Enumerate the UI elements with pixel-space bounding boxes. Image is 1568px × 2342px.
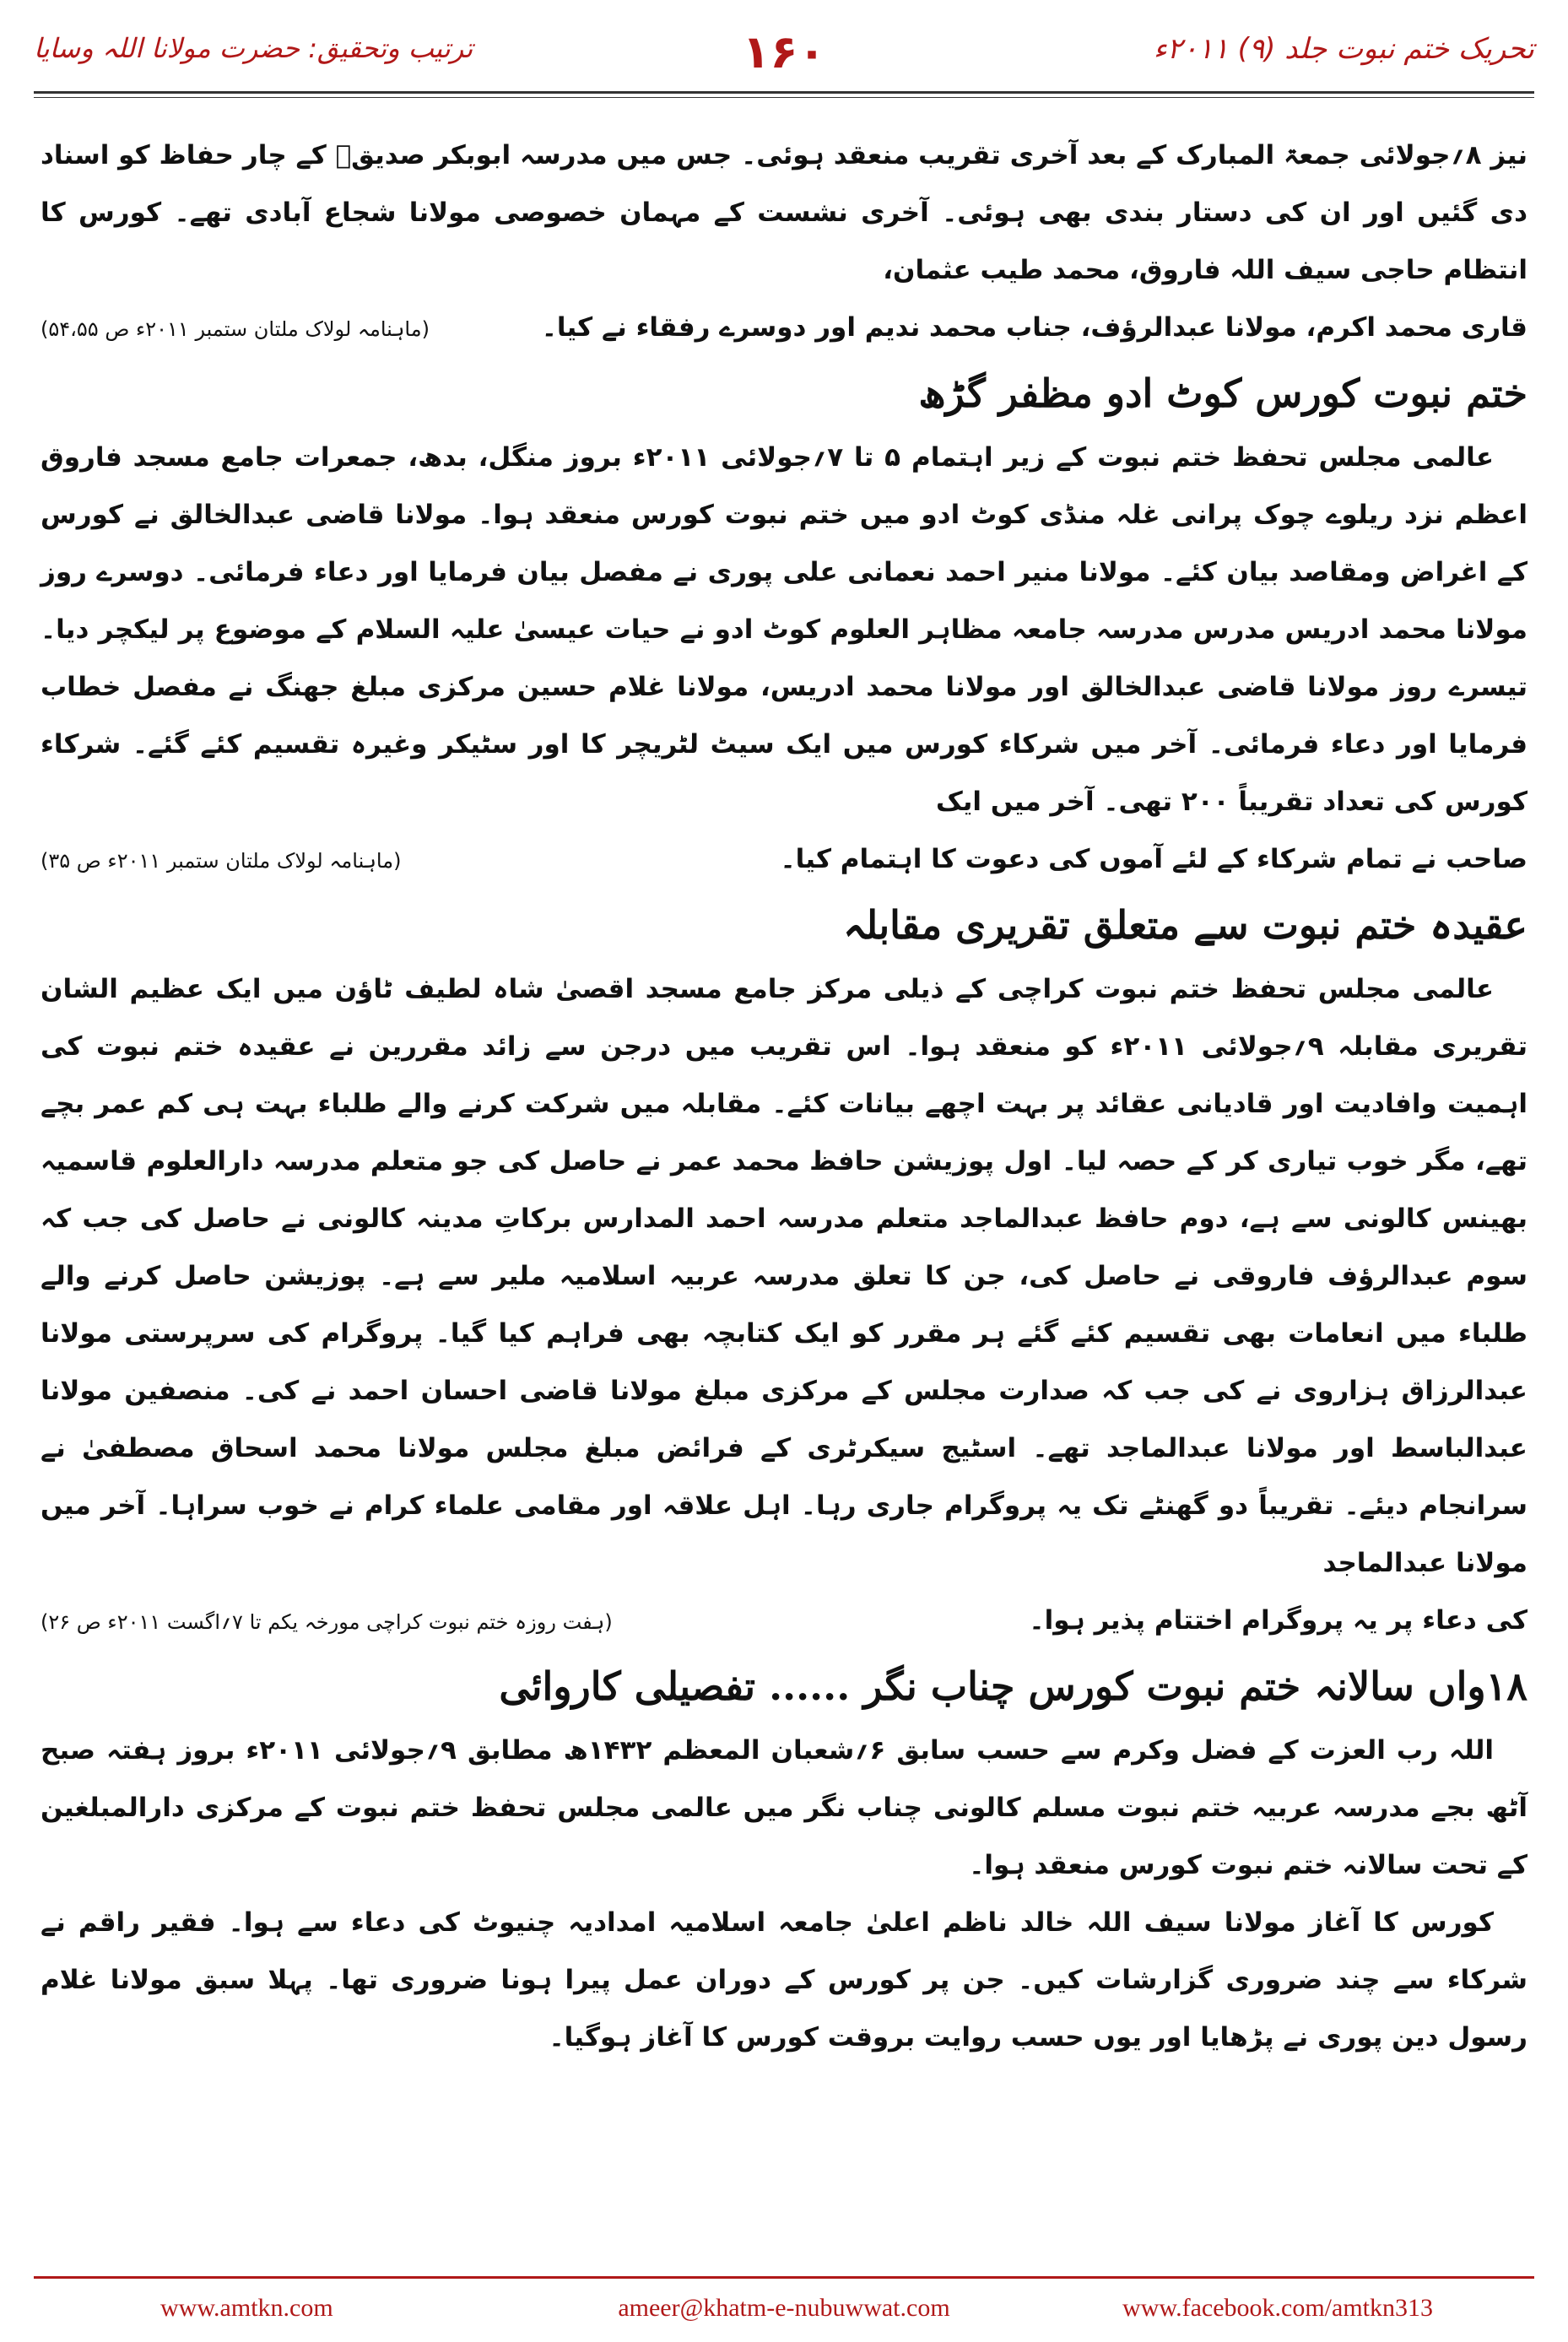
page-header bbox=[34, 25, 1534, 84]
speech-last-text: کی دعاء پر یہ پروگرام اختتام پذیر ہوا۔ bbox=[1029, 1605, 1527, 1636]
book-title: تحریک ختم نبوت جلد (۹) ۲۰۱۱ء bbox=[1153, 32, 1534, 66]
speech-last-line bbox=[41, 1592, 1527, 1651]
compiler-credit: ترتیب وتحقیق: حضرت مولانا اللہ وسایا bbox=[34, 32, 473, 64]
email-link[interactable]: ameer@khatm-e-nubuwwat.com bbox=[618, 2294, 950, 2322]
website-link[interactable]: www.amtkn.com bbox=[160, 2294, 333, 2322]
kot-addu-paragraph: عالمی مجلس تحفظ ختم نبوت کے زیر اہتمام ۵ تا ۷؍جولائی ۲۰۱۱ء بروز منگل، بدھ، جمعرات جامع مسجد فاروق اعظم نزد ریلوے چوک پرانی غلہ منڈی کوٹ ادو میں ختم نبوت کورس منعقد ہوا۔ مولانا قاضی عبدالخالق نے کورس کے اغراض ومقاصد بیان کئے۔ مولانا منیر احمد نعمانی علی پوری نے مفصل بیان فرمایا اور دعاء فرمائی۔ دوسرے روز مولانا محمد ادریس مدرس مدرسہ جامعہ مظاہر العلوم کوٹ ادو نے حیات عیسیٰ علیہ السلام کے موضوع پر لیکچر دیا۔ تیسرے روز مولانا قاضی عبدالخالق اور مولانا محمد ادریس، مولانا غلام حسین مرکزی مبلغ جھنگ نے مفصل خطاب فرمایا اور دعاء فرمائی۔ آخر میں شرکاء کورس میں ایک سیٹ لٹریچر کا اور سٹیکر وغیرہ تقسیم کئے گئے۔ شرکاء کورس کی تعداد تقریباً ۲۰۰ تھی۔ آخر میں ایک bbox=[41, 442, 1527, 817]
chenab-nagar-paragraph-1: اللہ رب العزت کے فضل وکرم سے حسب سابق ۶؍شعبان المعظم ۱۴۳۲ھ مطابق ۹؍جولائی ۲۰۱۱ء بروز ہفتہ صبح آٹھ بجے مدرسہ عربیہ ختم نبوت مسلم کالونی چناب نگر میں عالمی مجلس تحفظ ختم نبوت کے مرکزی دارالمبلغین کے تحت سالانہ ختم نبوت کورس منعقد ہوا۔ bbox=[41, 1735, 1527, 1880]
intro-last-text: قاری محمد اکرم، مولانا عبدالرؤف، جناب محمد ندیم اور دوسرے رفقاء نے کیا۔ bbox=[541, 312, 1527, 343]
intro-reference: (ماہنامہ لولاک ملتان ستمبر ۲۰۱۱ء ص ۵۴،۵۵) bbox=[41, 317, 430, 341]
chenab-nagar-paragraph-2: کورس کا آغاز مولانا سیف اللہ خالد ناظم اعلیٰ جامعہ اسلامیہ امدادیہ چنیوٹ کی دعاء سے ہوا۔ فقیر راقم نے شرکاء سے چند ضروری گزارشات کیں۔ جن پر کورس کے دوران عمل پیرا ہونا ضروری تھا۔ پہلا سبق مولانا غلام رسول دین پوری نے پڑھایا اور یوں حسب روایت بروقت کورس کا آغاز ہوگیا۔ bbox=[41, 1907, 1527, 2053]
heading-speech-competition: عقیدہ ختم نبوت سے متعلق تقریری مقابلہ bbox=[843, 902, 1527, 948]
header-rule-thin bbox=[34, 97, 1534, 98]
kot-addu-last-text: صاحب نے تمام شرکاء کے لئے آموں کی دعوت کا اہتمام کیا۔ bbox=[780, 844, 1527, 874]
intro-last-line bbox=[41, 299, 1527, 358]
kot-addu-reference: (ماہنامہ لولاک ملتان ستمبر ۲۰۱۱ء ص ۳۵) bbox=[41, 849, 402, 873]
page-footer bbox=[34, 2276, 1534, 2342]
facebook-link[interactable]: www.facebook.com/amtkn313 bbox=[1122, 2294, 1433, 2322]
speech-competition-paragraph: عالمی مجلس تحفظ ختم نبوت کراچی کے ذیلی مرکز جامع مسجد اقصیٰ شاہ لطیف ٹاؤن میں ایک عظیم الشان تقریری مقابلہ ۹؍جولائی ۲۰۱۱ء کو منعقد ہوا۔ اس تقریب میں درجن سے زائد مقررین نے عقیدہ ختم نبوت کی اہمیت وافادیت اور قادیانی عقائد پر بہت اچھے بیانات کئے۔ مقابلہ میں شرکت کرنے والے طلباء بہت ہی کم عمر بچے تھے، مگر خوب تیاری کر کے حصہ لیا۔ اول پوزیشن حافظ محمد عمر نے حاصل کی جو متعلم مدرسہ دارالعلوم قاسمیہ بھینس کالونی سے ہے، دوم حافظ عبدالماجد متعلم مدرسہ احمد المدارس برکاتِ مدینہ کالونی نے حاصل کی جب کہ سوم عبدالرؤف فاروقی نے حاصل کی، جن کا تعلق مدرسہ عربیہ اسلامیہ ملیر سے ہے۔ پوزیشن حاصل کرنے والے طلباء میں انعامات بھی تقسیم کئے گئے ہر مقرر کو ایک کتابچہ بھی فراہم کیا گیا۔ پروگرام کی سرپرستی مولانا عبدالرزاق ہزاروی نے کی جب کہ صدارت مجلس کے مرکزی مبلغ مولانا قاضی احسان احمد نے کی۔ منصفین مولانا عبدالباسط اور مولانا عبدالماجد تھے۔ اسٹیج سیکرٹری کے فرائض مبلغ مجلس مولانا محمد اسحاق مصطفیٰ نے سرانجام دیئے۔ تقریباً دو گھنٹے تک یہ پروگرام جاری رہا۔ اہل علاقہ اور مقامی علماء کرام نے خوب سراہا۔ آخر میں مولانا عبدالماجد bbox=[41, 974, 1527, 1578]
intro-paragraph: نیز ۸؍جولائی جمعۃ المبارک کے بعد آخری تقریب منعقد ہوئی۔ جس میں مدرسہ ابوبکر صدیقؓ کے چار حفاظ کو اسناد دی گئیں اور ان کی دستار بندی بھی ہوئی۔ آخری نشست کے مہمان خصوصی مولانا شجاع آبادی تھے۔ کورس کا انتظام حاجی سیف اللہ فاروق، محمد طیب عثمان، bbox=[41, 140, 1528, 285]
heading-chenab-nagar-course: ۱۸واں سالانہ ختم نبوت کورس چناب نگر ...... تفصیلی کاروائی bbox=[499, 1663, 1527, 1709]
header-rule bbox=[34, 91, 1534, 94]
heading-kot-addu-course: ختم نبوت کورس کوٹ ادو مظفر گڑھ bbox=[918, 371, 1527, 416]
speech-reference: (ہفت روزہ ختم نبوت کراچی مورخہ یکم تا ۷؍اگست ۲۰۱۱ء ص ۲۶) bbox=[41, 1610, 613, 1634]
kot-addu-last-line bbox=[41, 830, 1527, 890]
page-content bbox=[41, 127, 1527, 2066]
page-number: ۱۶۰ bbox=[742, 25, 826, 78]
